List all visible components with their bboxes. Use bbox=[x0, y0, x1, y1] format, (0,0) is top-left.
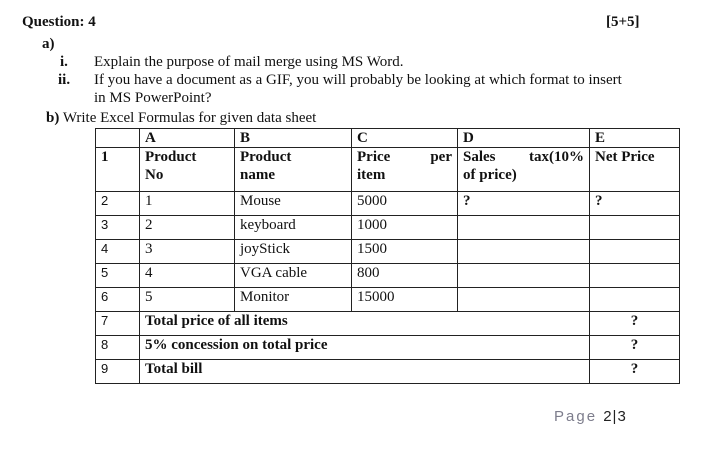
row-number: 8 bbox=[96, 336, 140, 360]
cell-net-price bbox=[590, 264, 680, 288]
col-header-b: B bbox=[235, 129, 352, 148]
cell-product-name: VGA cable bbox=[235, 264, 352, 288]
header-text: per bbox=[430, 149, 452, 165]
cell-product-no: 1 bbox=[140, 192, 235, 216]
part-b-text: Write Excel Formulas for given data sheet bbox=[62, 110, 317, 126]
question-marks: [5+5] bbox=[606, 14, 640, 30]
part-b-label: b) bbox=[46, 110, 60, 126]
header-cell-net-price: Net Price bbox=[590, 148, 680, 192]
cell-sales-tax bbox=[458, 264, 590, 288]
cell-net-price bbox=[590, 240, 680, 264]
page-number: 2|3 bbox=[603, 408, 627, 425]
table-row bbox=[96, 240, 680, 264]
cell-net-price bbox=[590, 288, 680, 312]
cell-product-no: 2 bbox=[140, 216, 235, 240]
cell-price: 1500 bbox=[352, 240, 458, 264]
col-header-a: A bbox=[140, 129, 235, 148]
part-a-label: a) bbox=[42, 36, 55, 52]
column-header-row bbox=[96, 129, 680, 148]
cell-product-no: 3 bbox=[140, 240, 235, 264]
item-ii-number: ii. bbox=[58, 72, 71, 88]
row-number: 4 bbox=[96, 240, 140, 264]
item-i-text: Explain the purpose of mail merge using MS Word. bbox=[94, 54, 404, 70]
data-sheet-table bbox=[95, 128, 680, 384]
corner-cell bbox=[96, 129, 140, 148]
header-text: No bbox=[145, 167, 164, 183]
summary-row bbox=[96, 336, 680, 360]
item-ii-text-line2: in MS PowerPoint? bbox=[94, 90, 212, 106]
summary-value: ? bbox=[590, 312, 680, 336]
cell-product-no: 5 bbox=[140, 288, 235, 312]
page-footer bbox=[554, 408, 627, 425]
table-row bbox=[96, 192, 680, 216]
table-row bbox=[96, 264, 680, 288]
cell-product-name: joyStick bbox=[235, 240, 352, 264]
header-text: Sales bbox=[463, 149, 496, 165]
cell-net-price: ? bbox=[590, 192, 680, 216]
row-number: 3 bbox=[96, 216, 140, 240]
item-i-number: i. bbox=[60, 54, 68, 70]
cell-sales-tax bbox=[458, 216, 590, 240]
cell-product-name: keyboard bbox=[235, 216, 352, 240]
header-cell-sales-tax bbox=[458, 148, 590, 192]
cell-price: 15000 bbox=[352, 288, 458, 312]
row-number: 9 bbox=[96, 360, 140, 384]
cell-product-name: Mouse bbox=[235, 192, 352, 216]
item-ii-text-line1: If you have a document as a GIF, you will probably be looking at which format to insert bbox=[94, 72, 622, 88]
col-header-c: C bbox=[352, 129, 458, 148]
cell-price: 1000 bbox=[352, 216, 458, 240]
header-text: Product bbox=[240, 149, 292, 165]
summary-value: ? bbox=[590, 360, 680, 384]
table-row bbox=[96, 148, 680, 192]
cell-sales-tax bbox=[458, 288, 590, 312]
cell-product-name: Monitor bbox=[235, 288, 352, 312]
header-text: Product bbox=[145, 149, 197, 165]
cell-price: 5000 bbox=[352, 192, 458, 216]
summary-label: 5% concession on total price bbox=[140, 336, 590, 360]
summary-row bbox=[96, 312, 680, 336]
header-text: tax(10% bbox=[529, 149, 584, 165]
header-text: item bbox=[357, 167, 386, 183]
cell-sales-tax: ? bbox=[458, 192, 590, 216]
header-cell-product-name bbox=[235, 148, 352, 192]
col-header-d: D bbox=[458, 129, 590, 148]
header-text: name bbox=[240, 167, 275, 183]
table-row bbox=[96, 288, 680, 312]
cell-sales-tax bbox=[458, 240, 590, 264]
summary-row bbox=[96, 360, 680, 384]
col-header-e: E bbox=[590, 129, 680, 148]
row-number: 2 bbox=[96, 192, 140, 216]
summary-value: ? bbox=[590, 336, 680, 360]
summary-label: Total bill bbox=[140, 360, 590, 384]
cell-net-price bbox=[590, 216, 680, 240]
cell-price: 800 bbox=[352, 264, 458, 288]
cell-product-no: 4 bbox=[140, 264, 235, 288]
header-cell-price bbox=[352, 148, 458, 192]
header-text: of price) bbox=[463, 167, 517, 183]
row-number: 7 bbox=[96, 312, 140, 336]
row-number: 1 bbox=[96, 148, 140, 192]
table-row bbox=[96, 216, 680, 240]
header-cell-product-no bbox=[140, 148, 235, 192]
summary-label: Total price of all items bbox=[140, 312, 590, 336]
page-word: Page bbox=[554, 408, 598, 425]
header-text: Price bbox=[357, 149, 391, 165]
row-number: 6 bbox=[96, 288, 140, 312]
question-title: Question: 4 bbox=[22, 14, 96, 30]
row-number: 5 bbox=[96, 264, 140, 288]
part-b-heading bbox=[46, 110, 316, 127]
